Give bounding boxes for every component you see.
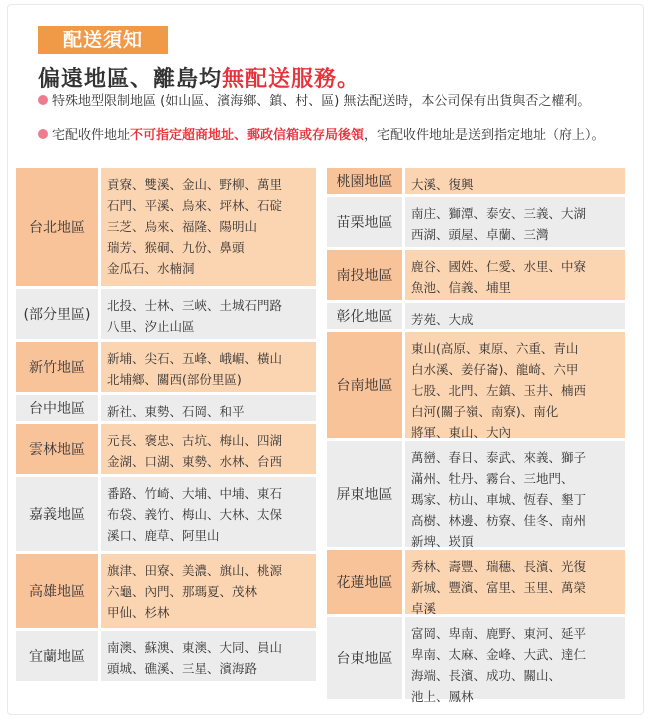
town-line: 石門、平溪、烏來、坪林、石碇 [107,198,283,213]
town-line: 旗津、田寮、美濃、旗山、桃源 [107,563,283,578]
region-towns [101,554,316,628]
region-towns [405,250,625,300]
town-line: 番路、竹崎、大埔、中埔、東石 [107,486,283,501]
region-towns [101,395,316,421]
region-row [16,477,316,551]
town-line: 頭城、礁溪、三星、濱海路 [107,661,258,676]
region-row [16,631,316,681]
region-row [16,554,316,628]
region-row [327,332,625,438]
town-line: 東山(高原、東原、六重、青山 [411,341,579,356]
region-name: 南投地區 [327,250,402,300]
note-address-suffix: ，宅配收件地址是送到指定地址（府上）。 [364,128,605,143]
region-towns [101,631,316,681]
note-address [38,127,618,144]
left-region-table [16,168,316,684]
region-row [327,303,625,329]
region-name: 屏東地區 [327,441,402,547]
region-name: 宜蘭地區 [16,631,98,681]
headline-emphasis: 無配送服務。 [222,67,361,92]
town-line: 白河(關子嶺、南寮)、南化 [411,404,559,419]
town-line: 北投、士林、三峽、土城石門路 [107,298,283,313]
note-terrain [38,93,618,110]
note-terrain-text: 特殊地型限制地區 (如山區、濱海鄉、鎮、村、區) 無法配送時，本公司保有出貨與否之權利。 [52,94,591,109]
region-towns [405,617,625,704]
note-address-warning: 不可指定超商地址、郵政信箱或存局後領 [130,128,365,143]
town-line: 將軍、東山、大內 [411,425,512,440]
town-line: 新埔、尖石、五峰、峨嵋、橫山 [107,351,283,366]
town-line: 高樹、林邊、枋寮、佳冬、南州 [411,513,587,528]
town-line: 秀林、壽豐、瑞穗、長濱、光復 [411,559,587,574]
region-towns [101,342,316,392]
town-line: 西湖、頭屋、卓蘭、三灣 [411,227,549,242]
region-name: 桃園地區 [327,168,402,194]
region-row [16,168,316,286]
town-line: 八里、汐止山區 [107,319,195,334]
region-name: 台東地區 [327,617,402,699]
region-towns [405,168,625,194]
town-line: 富岡、卑南、鹿野、東河、延平 [411,626,587,641]
town-line: 海端、長濱、成功、關山、 [411,668,562,683]
town-line: 三芝、烏來、福隆、陽明山 [107,219,258,234]
region-name: 新竹地區 [16,342,98,392]
bullet-icon [38,95,48,105]
town-line: 魚池、信義、埔里 [411,280,512,295]
town-line: 金瓜石、水楠洞 [107,261,195,276]
town-line: 六龜、內門、那瑪夏、茂林 [107,584,258,599]
region-towns [405,550,625,614]
town-line: 新社、東勢、石岡、和平 [107,404,245,419]
region-towns [405,332,625,438]
town-line: 新埤、崁頂 [411,534,474,549]
region-row [327,550,625,614]
region-towns [101,477,316,551]
town-line: 金湖、口湖、東勢、水林、台西 [107,454,283,469]
town-line: 南澳、蘇澳、東澳、大同、員山 [107,640,283,655]
region-name: 台中地區 [16,395,98,421]
region-row [327,197,625,247]
town-line: 鹿谷、國姓、仁愛、水里、中寮 [411,259,587,274]
region-name: 嘉義地區 [16,477,98,551]
town-line: 瑪家、枋山、車城、恆春、墾丁 [411,492,587,507]
region-towns [405,197,625,247]
notice-title-badge: 配送須知 [38,26,168,54]
town-line: 布袋、義竹、梅山、大林、太保 [107,507,283,522]
town-line: 大溪、復興 [411,177,474,192]
note-address-prefix: 宅配收件地址 [52,128,131,143]
region-name: 台北地區 [16,168,98,286]
region-name: 花蓮地區 [327,550,402,614]
town-line: 南庄、獅潭、泰安、三義、大湖 [411,206,587,221]
note-address-text [38,127,618,144]
region-name: 彰化地區 [327,303,402,329]
region-towns [101,168,316,286]
town-line: 卓溪 [411,601,437,616]
town-line: 芳苑、大成 [411,312,474,327]
region-row [327,250,625,300]
region-name: 雲林地區 [16,424,98,474]
region-towns [405,303,625,329]
region-row [16,424,316,474]
region-towns [405,441,625,547]
region-row [16,289,316,339]
town-line: 貢寮、雙溪、金山、野柳、萬里 [107,177,283,192]
region-towns [101,289,316,339]
headline-text: 偏遠地區、離島均 [38,67,223,92]
town-line: 新城、豐濱、富里、玉里、萬榮 [411,580,587,595]
region-name: 台南地區 [327,332,402,438]
region-row [327,441,625,547]
region-name: 苗栗地區 [327,197,402,247]
town-line: 卑南、太麻、金峰、大武、達仁 [411,647,587,662]
town-line: 元長、褒忠、古坑、梅山、四湖 [107,433,283,448]
town-line: 七股、北門、左鎮、玉井、楠西 [411,383,587,398]
region-row [16,342,316,392]
town-line: 池上、鳳林 [411,689,474,704]
region-row [327,168,625,194]
town-line: 瑞芳、猴硐、九份、鼻頭 [107,240,245,255]
town-line: 溪口、鹿草、阿里山 [107,528,220,543]
bullet-icon [38,129,48,139]
town-line: 白水溪、姜仔崙)、龍崎、六甲 [411,362,579,377]
town-line: 甲仙、杉林 [107,605,170,620]
town-line: 北埔鄉、關西(部份里區) [107,372,242,387]
region-name: 高雄地區 [16,554,98,628]
town-line: 滿州、牡丹、霧台、三地門、 [411,471,574,486]
right-region-table [327,168,625,702]
region-name: (部分里區) [16,289,98,339]
region-row [16,395,316,421]
town-line: 萬巒、春日、泰武、來義、獅子 [411,450,587,465]
headline [38,62,360,93]
region-row [327,617,625,704]
region-towns [101,424,316,474]
